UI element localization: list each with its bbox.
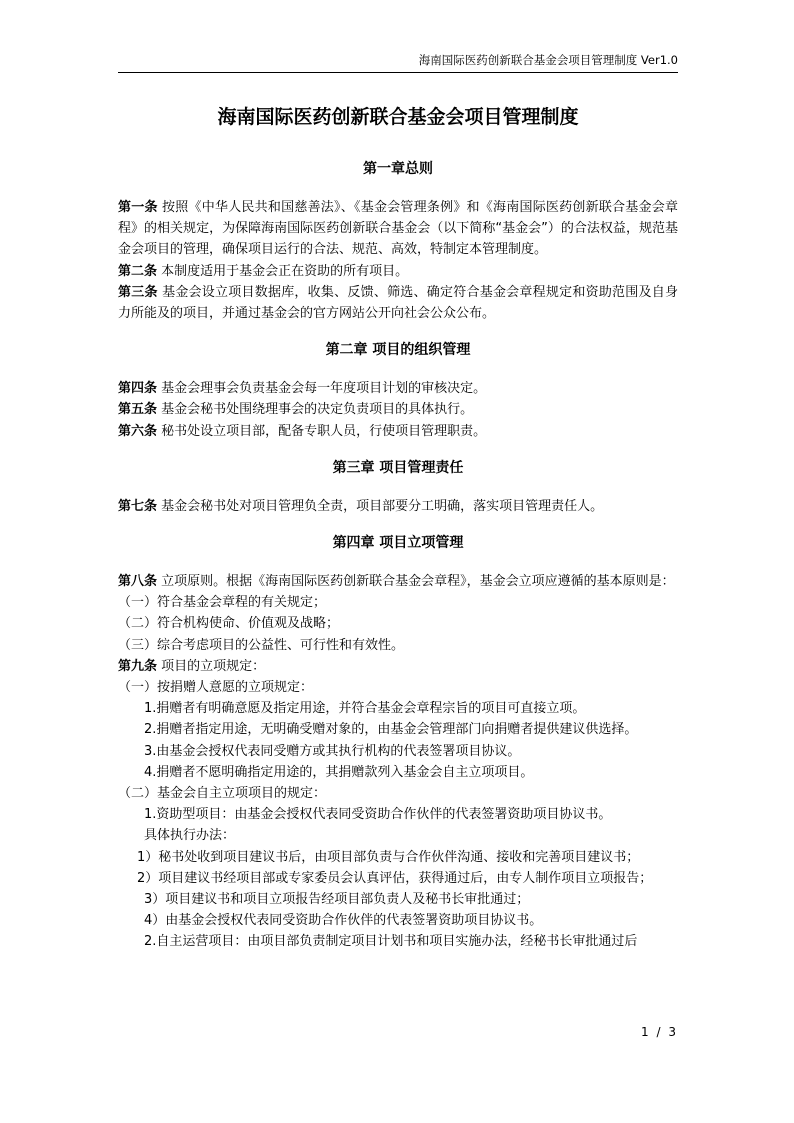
article-4 [118, 378, 678, 399]
chapter-1-heading: 第一章总则 [363, 161, 433, 177]
section-heading: （一）按捐赠人意愿的立项规定： [118, 680, 314, 696]
article-text: 基金会设立项目数据库，收集、反馈、筛选、确定符合基金会章程规定和资助范围及自身力所能及的项目，并通过基金会的官方网站公开向社会公众公布。 [118, 284, 678, 322]
article-label: 第一条 [118, 200, 158, 215]
principle-item: （一）符合基金会章程的有关规定； [118, 595, 327, 611]
article-text: 项目的立项规定： [157, 658, 266, 674]
rule-item: 2.捐赠者指定用途，无明确受赠对象的，由基金会管理部门向捐赠者提供建议供选择。 [144, 722, 638, 738]
article-text: 基金会秘书处对项目管理负全责，项目部要分工明确，落实项目管理责任人。 [157, 498, 604, 514]
running-header: 海南国际医药创新联合基金会项目管理制度 Ver1.0 [418, 53, 678, 67]
document-title: 海南国际医药创新联合基金会项目管理制度 [217, 106, 579, 128]
article-text: 基金会秘书处围绕理事会的决定负责项目的具体执行。 [157, 402, 474, 418]
step-item: 1）秘书处收到项目建议书后，由项目部负责与合作伙伴沟通、接收和完善项目建议书； [137, 849, 640, 865]
article-6 [118, 421, 678, 442]
section-heading: （二）基金会自主立项项目的规定： [118, 786, 327, 802]
document-body [118, 100, 678, 953]
article-7 [118, 496, 678, 517]
article-label: 第九条 [118, 658, 158, 674]
article-label: 第五条 [118, 402, 158, 418]
article-label: 第八条 [118, 574, 158, 590]
rule-item: 1.捐赠者有明确意愿及指定用途，并符合基金会章程宗旨的项目可直接立项。 [144, 701, 586, 717]
step-item: 4）由基金会授权代表同受资助合作伙伴的代表签署资助项目协议书。 [144, 913, 543, 929]
article-text: 秘书处设立项目部，配备专职人员，行使项目管理职责。 [157, 423, 487, 439]
rule-item: 1.资助型项目：由基金会授权代表同受资助合作伙伴的代表签署资助项目协议书。 [144, 807, 612, 823]
article-2 [118, 261, 678, 282]
principle-item: （二）符合机构使命、价值观及战略； [118, 616, 340, 632]
step-item: 3）项目建议书和项目立项报告经项目部负责人及秘书长审批通过； [144, 892, 530, 908]
rule-item: 3.由基金会授权代表同受赠方或其执行机构的代表签署项目协议。 [144, 743, 521, 759]
article-text: 立项原则。根据《海南国际医药创新联合基金会章程》，基金会立项应遵循的基本原则是： [157, 574, 675, 590]
principle-item: （三）综合考虑项目的公益性、可行性和有效性。 [118, 637, 405, 653]
step-item: 2）项目建议书经项目部或专家委员会认真评估，获得通过后，由专人制作项目立项报告； [137, 870, 653, 886]
article-label: 第三条 [118, 284, 158, 300]
header-rule [118, 72, 678, 73]
article-text: 基金会理事会负责基金会每一年度项目计划的审核决定。 [157, 381, 487, 397]
method-label: 具体执行办法： [144, 828, 236, 844]
chapter-4-heading: 第四章 项目立项管理 [332, 535, 464, 552]
article-8 [118, 571, 678, 592]
chapter-3-heading: 第三章 项目管理责任 [332, 459, 464, 476]
article-label: 第二条 [118, 263, 158, 279]
article-text: 本制度适用于基金会正在资助的所有项目。 [157, 263, 409, 279]
article-5 [118, 399, 678, 420]
article-1 [118, 197, 678, 261]
article-text: 按照《中华人民共和国慈善法》、《基金会管理条例》和《海南国际医药创新联合基金会章程》的相关规定，为保障海南国际医药创新联合基金会（以下简称“基金会”）的合法权益，规范基金会项目的管理，确保项目运行的合法、规范、高效，特制定本管理制度。 [118, 200, 678, 258]
article-label: 第七条 [118, 498, 158, 514]
article-9 [118, 656, 678, 677]
rule-item: 2.自主运营项目：由项目部负责制定项目计划书和项目实施办法，经秘书长审批通过后 [144, 934, 638, 950]
page-number: 1 / 3 [641, 1025, 678, 1039]
rule-item: 4.捐赠者不愿明确指定用途的，其捐赠款列入基金会自主立项项目。 [144, 764, 534, 780]
article-label: 第六条 [118, 423, 158, 439]
article-label: 第四条 [118, 381, 158, 397]
chapter-2-heading: 第二章 项目的组织管理 [325, 342, 471, 359]
article-3 [118, 282, 678, 324]
